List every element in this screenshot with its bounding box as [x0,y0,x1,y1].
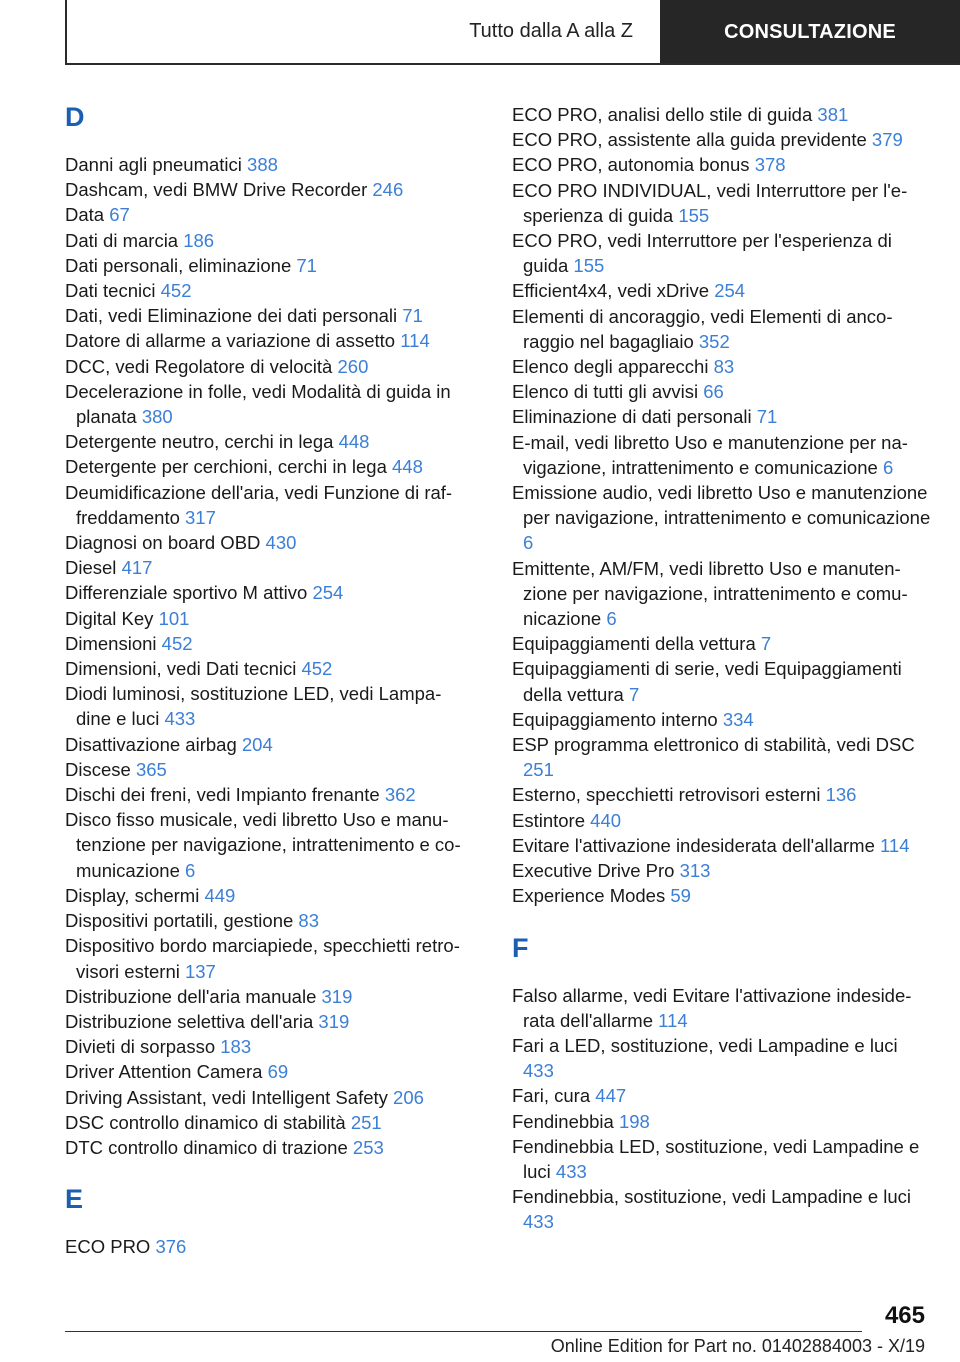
index-entry [65,757,470,782]
index-entry-text: Detergente neutro, cerchi in lega [65,431,339,453]
index-entry [65,1234,470,1259]
index-entry [65,253,470,278]
index-entry [65,1009,470,1034]
index-entry-text: Dispositivo bordo marciapiede, specchietti retrovisori esterni [65,935,460,982]
index-entry-text: Experience Modes [512,885,671,907]
index-entry-text: Diesel [65,557,122,579]
index-entry [65,202,470,227]
index-page-link[interactable]: 206 [393,1086,424,1108]
index-entry-text: Evitare l'attivazione indesiderata dell'allarme [512,834,881,856]
index-entry [65,429,470,454]
index-page-link[interactable]: 388 [247,154,278,175]
index-entry [65,782,470,807]
index-page-link[interactable]: 448 [338,431,370,453]
index-page-link[interactable]: 246 [372,179,404,201]
index-page-link[interactable]: 83 [298,910,319,932]
index-page-link[interactable]: 251 [350,1111,382,1133]
header-rule [65,63,960,65]
index-entry [65,152,470,177]
index-entry-text: Dati personali, eliminazione [65,254,297,276]
index-entry-text: Distribuzione selettiva dell'aria [65,1010,319,1032]
index-entry [512,556,932,632]
index-page-link[interactable]: 6 [523,532,534,554]
index-entry [65,656,470,681]
index-page-link[interactable]: 59 [670,885,691,907]
index-entry-text: Differenziale sportivo M attivo [65,582,313,604]
index-entry-text: Fendinebbia, sostituzione, vedi Lampadine e luci [512,1186,912,1208]
index-page-link[interactable]: 452 [160,280,192,302]
index-entry [65,1110,470,1135]
index-entry [512,304,932,354]
index-entry-text: Deumidificazione dell'aria, vedi Funzione di raffreddamento [65,481,453,528]
index-entry [65,1135,470,1160]
index-entry-text: Estintore [512,809,591,831]
index-page-link[interactable]: 136 [825,784,857,806]
index-letter-heading: E [65,1184,84,1215]
index-entry [65,379,470,429]
index-entry [65,555,470,580]
index-page-link[interactable]: 251 [523,759,554,781]
index-entry [65,908,470,933]
index-page-link[interactable]: 114 [658,1009,688,1031]
index-entry [65,177,470,202]
index-entry [65,883,470,908]
index-page-link[interactable]: 71 [296,254,317,276]
index-entry [65,1085,470,1110]
index-entry-text: Executive Drive Pro [512,860,680,882]
index-page-link[interactable]: 66 [703,381,724,403]
index-entry [65,681,470,731]
index-page-link[interactable]: 83 [713,356,735,378]
index-entry [512,1134,932,1184]
index-entry [512,1184,932,1234]
index-entry-text: Digital Key [65,607,159,629]
index-page-link[interactable]: 69 [267,1061,289,1083]
index-entry [65,454,470,479]
index-entry-text: Fari, cura [512,1085,596,1107]
index-page-link[interactable]: 352 [698,330,730,352]
index-entry-text: ECO PRO INDIVIDUAL, vedi Interruttore per l'esperienza di guida [512,179,908,226]
index-page-link[interactable]: 183 [220,1036,252,1058]
index-entry-text: ECO PRO, assistente alla guida previdente [512,129,872,151]
index-page-link[interactable]: 254 [714,280,746,302]
index-entry-text: Esterno, specchietti retrovisori esterni [512,784,826,806]
index-page-link[interactable]: 101 [158,607,190,629]
index-entry [65,228,470,253]
index-entry [512,404,932,429]
index-entry [512,808,932,833]
index-page-link[interactable]: 381 [817,104,849,125]
index-entry-text: Distribuzione dell'aria manuale [65,985,322,1007]
index-page-link[interactable]: 433 [555,1160,587,1182]
index-entry [512,833,932,858]
index-entry-text: DCC, vedi Regolatore di velocità [65,355,338,377]
index-page-link[interactable]: 433 [523,1211,554,1233]
index-page-link[interactable]: 186 [183,229,215,251]
index-entry-text: Eliminazione di dati personali [512,406,757,428]
index-page-link[interactable]: 253 [352,1136,384,1158]
index-page-link[interactable]: 365 [135,758,167,780]
index-entry [65,480,470,530]
index-entry-text: Elementi di ancoraggio, vedi Elementi di ancoraggio nel bagagliaio [512,305,893,352]
index-entry-text: Display, schermi [65,884,205,906]
index-page-link[interactable]: 198 [618,1110,650,1132]
index-entry-text: Data [65,204,110,226]
index-page-link[interactable]: 433 [164,708,196,730]
index-page-link[interactable]: 380 [141,406,173,428]
index-entry-text: ESP programma elettronico di stabilità, vedi DSC [512,734,915,756]
index-entry [512,278,932,303]
index-column-right [512,102,932,1235]
index-page-link[interactable]: 204 [241,733,273,755]
index-entry-text: Emissione audio, vedi libretto Uso e manutenzione per navigazione, intrattenimento e comunicazione [512,482,931,529]
index-page-link[interactable]: 155 [678,204,710,226]
index-entry-text: Disattivazione airbag [65,733,242,755]
index-entry-text: Efficient4x4, vedi xDrive [512,280,715,302]
index-page-link[interactable]: 447 [595,1085,627,1107]
index-page-link[interactable]: 137 [184,960,216,982]
index-entry-text: Divieti di sorpasso [65,1036,221,1058]
index-entry-text: Dati tecnici [65,280,161,302]
index-entry [512,983,932,1033]
index-entry [512,631,932,656]
index-entry [65,732,470,757]
index-page-link[interactable]: 417 [121,557,153,579]
index-page-link[interactable]: 6 [882,456,894,478]
index-entry-text: Diodi luminosi, sostituzione LED, vedi Lampadine e luci [65,683,442,730]
index-entry-text: Fendinebbia [512,1110,619,1132]
index-entry [65,807,470,883]
index-page-link[interactable]: 448 [392,456,423,478]
index-entry [65,303,470,328]
index-entry [512,178,932,228]
index-entry [65,278,470,303]
index-entry-text: Emittente, AM/FM, vedi libretto Uso e manutenzione per navigazione, intrattenimento e comunicazione [512,557,908,630]
index-entry-text: Equipaggiamenti di serie, vedi Equipaggiamenti della vettura [512,658,902,705]
page-number: 465 [884,1302,925,1329]
index-entry [65,580,470,605]
index-entry [65,1034,470,1059]
index-entry [65,933,470,983]
index-entry-text: Detergente per cerchioni, cerchi in lega [65,456,393,478]
index-entry-text: Driving Assistant, vedi Intelligent Safety [65,1086,394,1108]
index-entry-text: Fendinebbia LED, sostituzione, vedi Lampadine e luci [512,1135,920,1182]
index-page-link[interactable]: 313 [679,860,711,882]
index-entry [512,152,932,177]
index-page-link[interactable]: 7 [628,683,640,705]
index-entry-text: ECO PRO, autonomia bonus [512,154,755,176]
index-entry [512,1083,932,1108]
index-column-left [65,102,470,1259]
index-entry-text: Driver Attention Camera [65,1061,268,1083]
index-entry-text: Fari a LED, sostituzione, vedi Lampadine e luci [512,1034,898,1056]
index-page-link[interactable]: 71 [756,406,778,428]
index-entry [512,858,932,883]
index-entry-text: Elenco degli apparecchi [512,356,714,378]
index-entry [512,1109,932,1134]
index-entry-text: Dashcam, vedi BMW Drive Recorder [65,179,373,201]
index-page-link[interactable]: 319 [318,1010,350,1032]
index-entry-text: Elenco di tutti gli avvisi [512,381,704,403]
index-page-link[interactable]: 7 [760,633,772,655]
index-entry [65,530,470,555]
index-entry-text: E-mail, vedi libretto Uso e manutenzione per navigazione, intrattenimento e comunicazione [512,431,908,478]
index-page-link[interactable]: 6 [185,859,196,881]
index-page-link[interactable]: 362 [384,784,416,806]
index-page-link[interactable]: 452 [301,658,333,680]
index-page-link[interactable]: 430 [265,532,297,554]
index-entry [65,354,470,379]
index-entry [512,1033,932,1083]
index-page-link[interactable]: 376 [155,1236,187,1258]
index-entry [512,883,932,908]
footer-edition: Online Edition for Part no. 01402884003 - X/19 [550,1336,925,1356]
index-entry-text: Disco fisso musicale, vedi libretto Uso e manutenzione per navigazione, intrattenimento e comunicazione [65,809,461,881]
index-page-link[interactable]: 449 [204,884,236,906]
index-entry-text: DTC controllo dinamico di trazione [65,1136,353,1158]
index-page-link[interactable]: 260 [337,355,369,377]
index-entry [65,984,470,1009]
index-entry [65,1059,470,1084]
index-entry [65,328,470,353]
index-entry [512,354,932,379]
index-entry-text: ECO PRO, analisi dello stile di guida [512,104,818,125]
index-entry [512,228,932,278]
index-entry [512,480,932,556]
index-entry-text: ECO PRO [65,1236,156,1258]
index-page-link[interactable]: 155 [573,255,605,277]
index-entry [512,379,932,404]
index-entry [512,656,932,706]
index-entry [512,127,932,152]
index-page-link[interactable]: 114 [400,330,430,352]
index-page-link[interactable]: 433 [523,1060,554,1082]
index-entry-text: DSC controllo dinamico di stabilità [65,1111,351,1133]
index-page-link[interactable]: 334 [722,708,754,730]
index-entry [512,430,932,480]
index-page-link[interactable]: 71 [402,305,423,327]
index-page-link[interactable]: 317 [185,506,216,528]
index-entry-text: Discese [65,758,136,780]
index-entry [65,606,470,631]
index-entry [512,732,932,782]
index-page-link[interactable]: 379 [871,129,903,151]
index-page-link[interactable]: 67 [109,204,130,226]
index-page-link[interactable]: 114 [880,834,910,856]
index-entry-text: Diagnosi on board OBD [65,532,266,554]
index-entry [512,707,932,732]
index-entry-text: Dimensioni, vedi Dati tecnici [65,658,302,680]
index-entry-text: Equipaggiamenti della vettura [512,633,761,655]
index-entry-text: Dati di marcia [65,229,184,251]
index-letter-heading: F [512,932,529,963]
index-entry-text: Dimensioni [65,632,162,654]
index-entry-text: Dischi dei freni, vedi Impianto frenante [65,784,385,806]
index-entry-text: ECO PRO, vedi Interruttore per l'esperienza di guida [512,230,892,277]
index-entry [65,631,470,656]
index-entry [512,102,932,127]
index-page-link[interactable]: 452 [161,632,193,654]
index-entry-text: Dati, vedi Eliminazione dei dati personali [65,305,403,327]
index-page-link[interactable]: 254 [312,582,344,604]
index-entry [512,782,932,807]
index-entry-text: Danni agli pneumatici [65,154,248,175]
footer-rule [65,1331,862,1332]
index-letter-heading: D [65,102,85,132]
index-page-link[interactable]: 440 [590,809,622,831]
header-section-title: Tutto dalla A alla Z [469,20,633,42]
index-page-link[interactable]: 319 [321,985,353,1007]
index-entry-text: Dispositivi portatili, gestione [65,910,299,932]
header-chapter-tab[interactable]: CONSULTAZIONE [660,0,960,65]
index-entry-text: Decelerazione in folle, vedi Modalità di guida in planata [65,380,451,428]
index-page-link[interactable]: 378 [754,154,786,176]
index-page-link[interactable]: 6 [606,608,617,630]
index-entry-text: Falso allarme, vedi Evitare l'attivazione indesiderata dell'allarme [512,984,912,1031]
index-entry-text: Datore di allarme a variazione di assetto [65,330,401,352]
index-entry-text: Equipaggiamento interno [512,708,723,730]
